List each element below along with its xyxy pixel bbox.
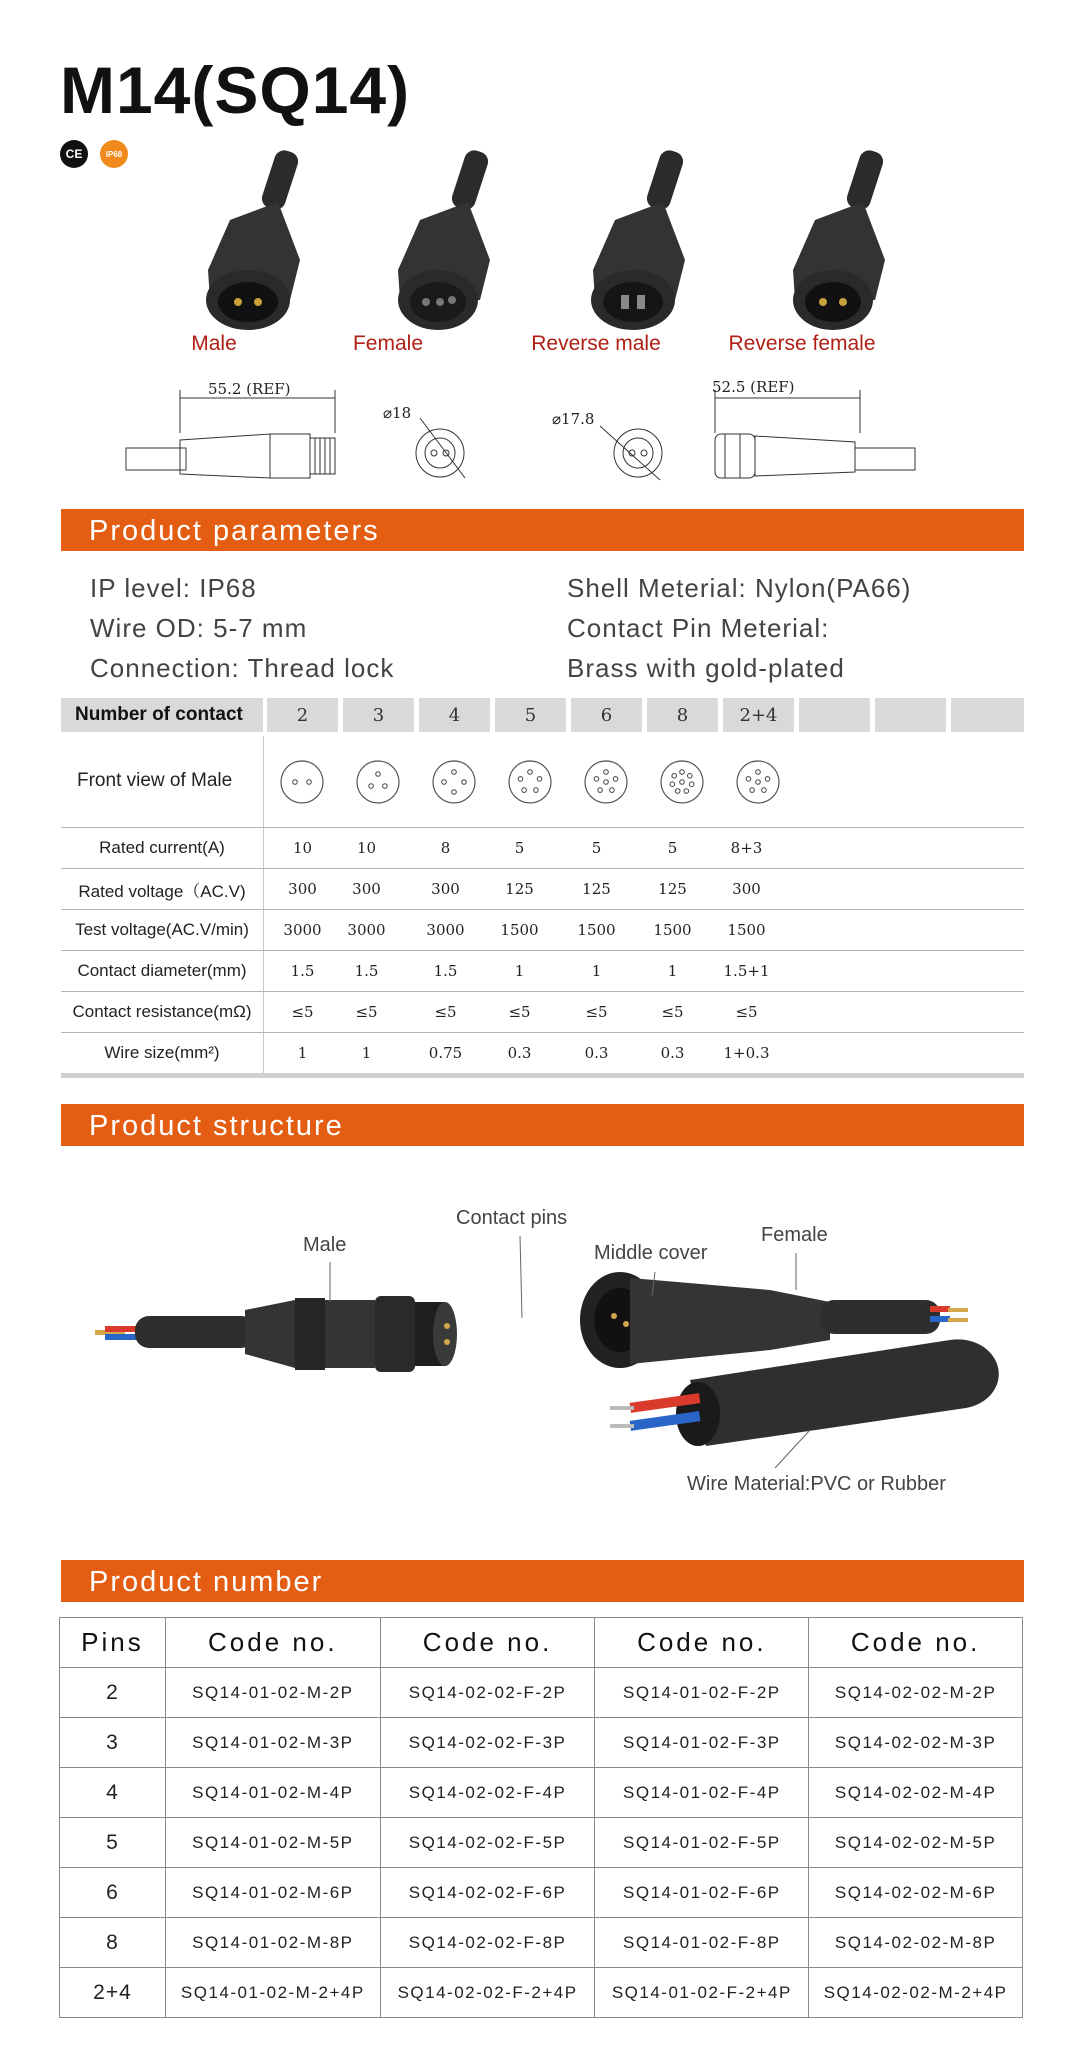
code-cell: SQ14-02-02-M-5P xyxy=(809,1818,1023,1868)
code-header: Code no. xyxy=(380,1618,595,1668)
reverse-male-label: Reverse male xyxy=(531,332,661,355)
code-cell: SQ14-01-02-M-2P xyxy=(165,1668,380,1718)
code-cell: SQ14-02-02-M-2+4P xyxy=(809,1968,1023,2018)
param-ip-level: IP level: IP68 xyxy=(90,573,257,603)
table-header-row xyxy=(60,1618,1023,1668)
rated-voltage-label: Rated voltage（AC.V) xyxy=(78,881,246,901)
code-header: Code no. xyxy=(165,1618,380,1668)
ip68-badge: IP68 xyxy=(100,140,128,168)
spec-value: 0.3 xyxy=(660,1044,685,1062)
spec-value: 125 xyxy=(505,880,534,898)
table-row xyxy=(60,1868,1023,1918)
spec-value: 0.3 xyxy=(584,1044,609,1062)
code-header: Code no. xyxy=(809,1618,1023,1668)
contact-face-icon xyxy=(658,758,706,806)
contact-count-cell: 8 xyxy=(647,698,718,732)
table-row xyxy=(60,1768,1023,1818)
code-cell: SQ14-01-02-F-8P xyxy=(595,1918,809,1968)
contact-face-icon xyxy=(734,758,782,806)
spec-value: 1 xyxy=(361,1044,372,1062)
female-length-dimension: 52.5 (REF) xyxy=(712,378,795,396)
pin-count: 3 xyxy=(60,1718,166,1768)
contact-count-cell: 2+4 xyxy=(723,698,794,732)
spec-value: 1 xyxy=(667,962,678,980)
spec-value: 1.5 xyxy=(354,962,379,980)
male-structure-image xyxy=(95,1250,535,1410)
female-connector-image xyxy=(360,150,510,330)
reverse-male-connector-image xyxy=(555,150,705,330)
code-cell: SQ14-02-02-M-8P xyxy=(809,1918,1023,1968)
spec-value: 1500 xyxy=(727,921,766,939)
param-contact-pin-material: Contact Pin Meterial: xyxy=(567,613,830,643)
code-cell: SQ14-01-02-F-6P xyxy=(595,1868,809,1918)
structure-female-label: Female xyxy=(761,1224,828,1246)
code-cell: SQ14-02-02-F-3P xyxy=(380,1718,595,1768)
table-row xyxy=(60,1668,1023,1718)
spec-value: ≤5 xyxy=(585,1003,608,1021)
spec-value: 5 xyxy=(514,839,525,857)
code-header: Code no. xyxy=(595,1618,809,1668)
column-divider xyxy=(263,736,264,1076)
code-cell: SQ14-01-02-F-2P xyxy=(595,1668,809,1718)
contact-count-cell: 5 xyxy=(495,698,566,732)
spec-value: 1.5 xyxy=(433,962,458,980)
code-cell: SQ14-01-02-M-4P xyxy=(165,1768,380,1818)
spec-value: 1500 xyxy=(500,921,539,939)
code-cell: SQ14-01-02-M-2+4P xyxy=(165,1968,380,2018)
param-shell-material: Shell Meterial: Nylon(PA66) xyxy=(567,573,912,603)
code-cell: SQ14-02-02-F-2+4P xyxy=(380,1968,595,2018)
code-cell: SQ14-01-02-M-3P xyxy=(165,1718,380,1768)
code-cell: SQ14-02-02-M-6P xyxy=(809,1868,1023,1918)
spec-value: 1500 xyxy=(653,921,692,939)
spec-value: 1500 xyxy=(577,921,616,939)
pin-count: 6 xyxy=(60,1868,166,1918)
product-number-table xyxy=(59,1617,1023,2018)
spec-value: 1+0.3 xyxy=(723,1044,770,1062)
contact-count-cell: 3 xyxy=(343,698,414,732)
contact-face-icon xyxy=(278,758,326,806)
rated-current-label: Rated current(A) xyxy=(99,838,225,857)
spec-value: 5 xyxy=(591,839,602,857)
male-connector-image xyxy=(170,150,320,330)
wire-size-label: Wire size(mm²) xyxy=(104,1043,220,1062)
product-number-header xyxy=(61,1560,1024,1602)
code-cell: SQ14-01-02-M-8P xyxy=(165,1918,380,1968)
section-title: Product parameters xyxy=(89,515,380,547)
code-cell: SQ14-02-02-F-8P xyxy=(380,1918,595,1968)
spec-value: 8 xyxy=(440,839,451,857)
code-cell: SQ14-02-02-M-3P xyxy=(809,1718,1023,1768)
test-voltage-label: Test voltage(AC.V/min) xyxy=(75,920,249,939)
pin-count: 4 xyxy=(60,1768,166,1818)
pin-count: 2 xyxy=(60,1668,166,1718)
contact-count-cell: 2 xyxy=(267,698,338,732)
structure-wire-material-label: Wire Material:PVC or Rubber xyxy=(687,1473,946,1495)
spec-value: 125 xyxy=(582,880,611,898)
spec-value: 300 xyxy=(431,880,460,898)
code-cell: SQ14-01-02-F-3P xyxy=(595,1718,809,1768)
contact-count-cell: 4 xyxy=(419,698,490,732)
spec-value: 10 xyxy=(356,839,377,857)
female-structure-image xyxy=(570,1240,1000,1480)
spec-value: 3000 xyxy=(426,921,465,939)
code-cell: SQ14-02-02-M-2P xyxy=(809,1668,1023,1718)
pin-count: 2+4 xyxy=(60,1968,166,2018)
spec-value: 1 xyxy=(514,962,525,980)
male-label: Male xyxy=(191,332,237,355)
spec-value: ≤5 xyxy=(661,1003,684,1021)
section-title: Product number xyxy=(89,1566,324,1598)
spec-value: ≤5 xyxy=(434,1003,457,1021)
pin-count: 5 xyxy=(60,1818,166,1868)
spec-value: ≤5 xyxy=(735,1003,758,1021)
product-structure-header xyxy=(61,1104,1024,1146)
contact-face-icon xyxy=(506,758,554,806)
param-wire-od: Wire OD: 5-7 mm xyxy=(90,613,308,643)
structure-middle-cover-label: Middle cover xyxy=(594,1242,708,1264)
code-cell: SQ14-02-02-F-4P xyxy=(380,1768,595,1818)
table-row xyxy=(60,1818,1023,1868)
spec-value: 300 xyxy=(352,880,381,898)
spec-value: ≤5 xyxy=(508,1003,531,1021)
front-view-label: Front view of Male xyxy=(77,770,233,791)
structure-contact-pins-label: Contact pins xyxy=(456,1207,568,1229)
spec-value: 1 xyxy=(297,1044,308,1062)
spec-value: 1 xyxy=(591,962,602,980)
table-row xyxy=(60,1918,1023,1968)
spec-value: 0.75 xyxy=(428,1044,463,1062)
male-length-dimension: 55.2 (REF) xyxy=(208,380,291,398)
table-bottom-rule xyxy=(61,1073,1024,1078)
spec-value: 1.5+1 xyxy=(723,962,770,980)
ce-badge: CE xyxy=(60,140,88,168)
male-diameter-dimension: ⌀18 xyxy=(383,404,412,422)
spec-value: 3000 xyxy=(283,921,322,939)
code-cell: SQ14-02-02-F-2P xyxy=(380,1668,595,1718)
table-row xyxy=(60,1968,1023,2018)
code-cell: SQ14-02-02-F-5P xyxy=(380,1818,595,1868)
code-cell: SQ14-02-02-F-6P xyxy=(380,1868,595,1918)
contact-resistance-label: Contact resistance(mΩ) xyxy=(72,1002,252,1021)
param-connection: Connection: Thread lock xyxy=(90,653,395,683)
female-label: Female xyxy=(352,332,424,355)
code-cell: SQ14-01-02-F-5P xyxy=(595,1818,809,1868)
code-cell: SQ14-01-02-F-2+4P xyxy=(595,1968,809,2018)
female-diameter-dimension: ⌀17.8 xyxy=(552,410,595,428)
page-title: M14(SQ14) xyxy=(60,53,411,127)
spec-value: 8+3 xyxy=(730,839,763,857)
product-parameters-header xyxy=(61,509,1024,551)
code-cell: SQ14-01-02-F-4P xyxy=(595,1768,809,1818)
reverse-female-label: Reverse female xyxy=(728,332,876,355)
contact-diameter-label: Contact diameter(mm) xyxy=(77,961,247,980)
spec-value: 10 xyxy=(292,839,313,857)
contact-count-cell xyxy=(799,698,870,732)
spec-value: 0.3 xyxy=(507,1044,532,1062)
spec-value: 3000 xyxy=(347,921,386,939)
spec-value: 5 xyxy=(667,839,678,857)
section-title: Product structure xyxy=(89,1110,344,1142)
header-number-of-contact: Number of contact xyxy=(61,698,263,732)
table-row xyxy=(60,1718,1023,1768)
spec-value: 125 xyxy=(658,880,687,898)
contact-face-icon xyxy=(582,758,630,806)
contact-face-icon xyxy=(354,758,402,806)
contact-face-icon xyxy=(430,758,478,806)
reverse-female-connector-image xyxy=(755,150,905,330)
contact-count-cell: 6 xyxy=(571,698,642,732)
spec-value: ≤5 xyxy=(291,1003,314,1021)
pin-count: 8 xyxy=(60,1918,166,1968)
spec-value: 1.5 xyxy=(290,962,315,980)
contact-count-cell xyxy=(875,698,946,732)
code-cell: SQ14-02-02-M-4P xyxy=(809,1768,1023,1818)
param-pin-plating: Brass with gold-plated xyxy=(567,653,845,683)
spec-table xyxy=(61,698,1024,1078)
spec-value: 300 xyxy=(732,880,761,898)
spec-header-row xyxy=(61,698,1024,732)
spec-value: ≤5 xyxy=(355,1003,378,1021)
spec-value: 300 xyxy=(288,880,317,898)
pins-header: Pins xyxy=(60,1618,166,1668)
structure-male-label: Male xyxy=(303,1234,347,1256)
code-cell: SQ14-01-02-M-6P xyxy=(165,1868,380,1918)
code-cell: SQ14-01-02-M-5P xyxy=(165,1818,380,1868)
contact-count-cell xyxy=(951,698,1024,732)
